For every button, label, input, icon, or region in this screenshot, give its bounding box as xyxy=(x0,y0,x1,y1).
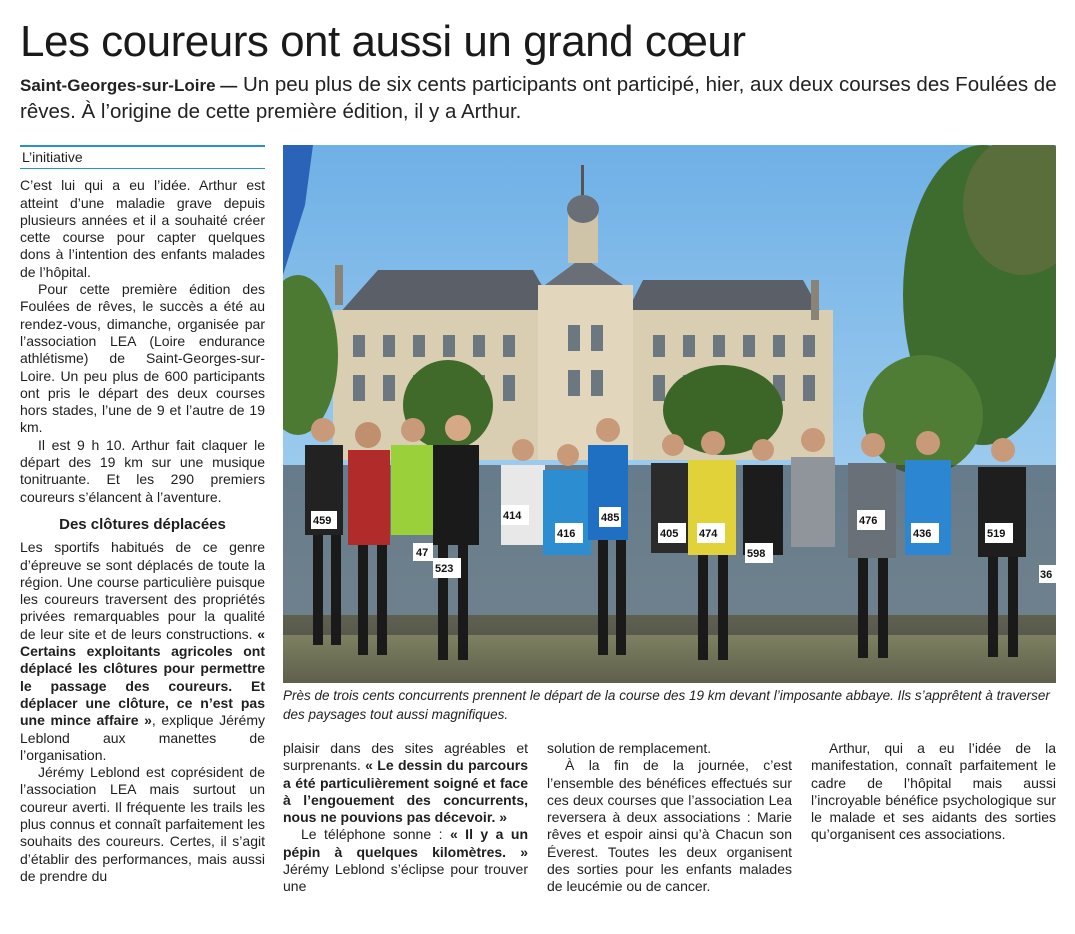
photo-caption: Près de trois cents concurrents prennent le départ de la course des 19 km devant l’imposante abbaye. Ils s’apprêtent à traverser des paysages tout aussi magnifiques. xyxy=(283,688,1050,722)
paragraph: Pour cette première édition des Foulées de rêves, le succès a été au rendez-vous, dimanche, organisée par l’association LEA (Loire endurance athlétisme) de Saint-Georges-sur-Loire. Un peu plus de 600 participants ont pris le départ des deux courses hors stades, l’une de 9 et l’autre de 19 km. xyxy=(20,281,265,436)
subhead: Des clôtures déplacées xyxy=(59,515,226,533)
text: plaisir dans des sites agréables et surprenants. xyxy=(283,740,528,774)
bib-label: 416 xyxy=(557,528,576,540)
bib-label: 414 xyxy=(503,510,522,522)
text: , explique Jérémy Leblond aux manettes de l’organisation. xyxy=(20,712,266,763)
column-1 xyxy=(20,145,265,885)
column-4 xyxy=(811,740,1056,844)
paragraph: À la fin de la journée, c’est l’ensemble des bénéfices effectués sur ces deux courses que l’association Lea reversera à deux associations : Marie rêves et espoir ainsi qu’à Chacun son Éverest. Toutes les deux organisent des sorties pour les enfants malades de leucémie ou de cancer. xyxy=(547,757,792,895)
bib-label: 519 xyxy=(987,528,1006,540)
quote: « Le dessin du parcours a été particulièrement soigné et face à l’engouement des concurrents, nous ne pouvions pas décevoir. » xyxy=(283,757,528,826)
bib-label: 47 xyxy=(416,547,429,559)
text: Jérémy Leblond s’éclipse pour trouver une xyxy=(283,861,528,895)
column-3 xyxy=(547,740,792,896)
standfirst xyxy=(20,72,1060,125)
bib-label: 436 xyxy=(913,528,932,540)
race-start-photo xyxy=(283,145,1056,683)
kicker-label: L’initiative xyxy=(20,145,265,169)
bib-label: 598 xyxy=(747,548,766,560)
quote: « Il y a un pépin à quelques kilomètres. » xyxy=(283,826,528,860)
headline: Les coureurs ont aussi un grand cœur xyxy=(20,17,746,66)
bib-label: 476 xyxy=(859,515,878,527)
photo-illustration xyxy=(283,145,1056,683)
standfirst-text: Un peu plus de six cents participants ont participé, hier, aux deux courses des Foulées de rêves. À l’origine de cette première édition, il y a Arthur. xyxy=(20,73,1057,123)
bib-label: 405 xyxy=(660,528,679,540)
paragraph: Il est 9 h 10. Arthur fait claquer le départ des 19 km sur une musique tonitruante. Et les 290 premiers coureurs s’élancent à l’aventure. xyxy=(20,436,265,505)
paragraph xyxy=(283,826,528,895)
paragraph xyxy=(20,539,265,764)
bib-label: 474 xyxy=(699,528,718,540)
bib-label: 485 xyxy=(601,512,620,524)
quote: « Certains exploitants agricoles ont déplacé les clôtures pour permettre le passage des coureurs. Et déplacer une clôture, ce n’est pas une mince affaire » xyxy=(20,625,265,729)
bib-label: 459 xyxy=(313,515,332,527)
text: Les sportifs habitués de ce genre d’épreuve se sont déplacés de toute la région. Une course particulière puisque les coureurs traversent des propriétés privées remarquables pour la qualité de leur site et de leurs constructions. xyxy=(20,539,265,642)
column-2 xyxy=(283,740,528,896)
paragraph: Arthur, qui a eu l’idée de la manifestation, connaît parfaitement le cadre de l’hôpital mais aussi l’incroyable bénéfice psychologique sur le malade et ses aidants des sorties qu’organisent ces associations. xyxy=(811,740,1056,843)
standfirst-place: Saint-Georges-sur-Loire — xyxy=(20,76,238,95)
text: Le téléphone sonne : xyxy=(301,826,450,843)
bib-label: 36 xyxy=(1040,569,1053,581)
paragraph: solution de remplacement. xyxy=(547,740,712,756)
paragraph: C’est lui qui a eu l’idée. Arthur est atteint d’une maladie grave depuis plusieurs années et il a souhaité créer cette course pour capter quelques dons à l’intention des enfants malades de l’hôpital. xyxy=(20,177,265,280)
paragraph xyxy=(283,740,528,826)
bib-label: 523 xyxy=(435,563,454,575)
paragraph: Jérémy Leblond est coprésident de l’association LEA mais surtout un coureur averti. Il fréquente les trails les plus connus et connaît parfaitement les souhaits des coureurs. Certes, il s’agit d’établir des performances, mais aussi de prendre du xyxy=(20,764,265,884)
